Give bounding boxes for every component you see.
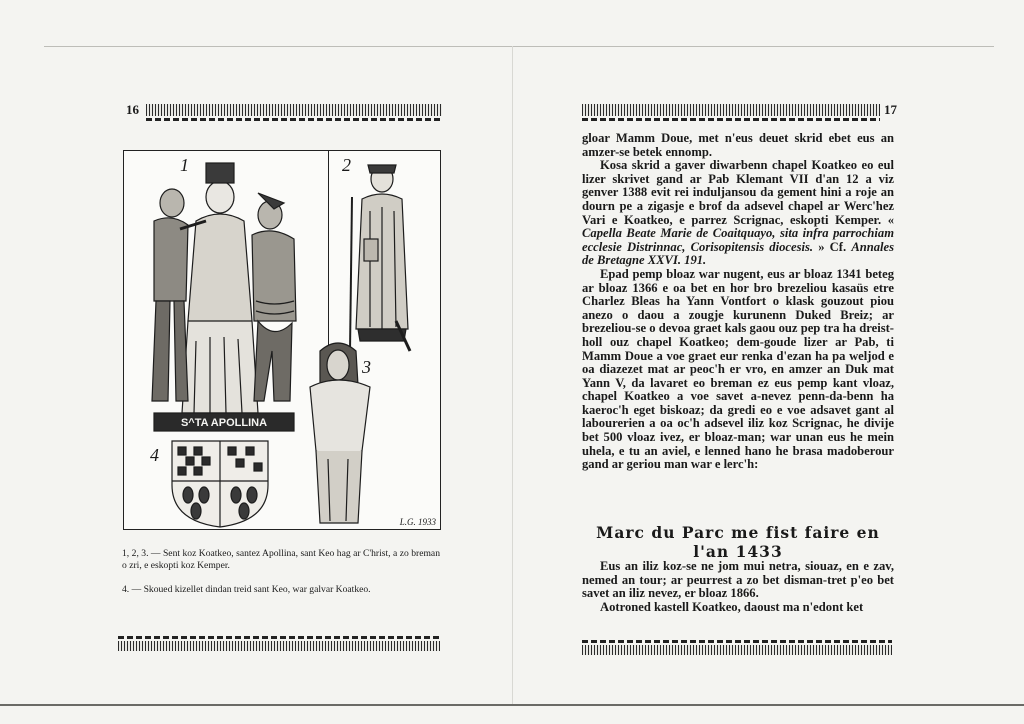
left-footer-dashes: [118, 636, 440, 639]
paragraph-2-latin-quote: Capella Beate Marie de Coaitquayo, sita infra parrochiam ecclesie Distrinnac, Corisopitensis diocesis.: [582, 226, 894, 254]
right-header-dashes: [582, 118, 880, 121]
figure-label-4: 4: [150, 445, 159, 465]
paragraph-2-text-a: Kosa skrid a gaver diwarbenn chapel Koatkeo eo eul lizer skrivet gand ar Pab Klemant VII d'an 12 a viz genver 1388 evit rei induljansou da gement hini a roje an dourn pe a zigasje e brof da adsevel chapel ar Werc'hez Vari e Koatkeo, e parrez Scrignac, eskopti Kemper. «: [582, 158, 894, 227]
paragraph-2: [582, 159, 894, 268]
book-gutter: [512, 46, 513, 706]
right-page-number: 17: [884, 102, 897, 117]
paragraph-2-reference: Annales de Bretagne XXVI. 191.: [582, 239, 895, 268]
engraving-illustration: [124, 151, 440, 529]
left-footer-band: [118, 641, 440, 651]
page-top-edge: [44, 46, 994, 47]
engraving-figure: [123, 150, 441, 530]
caption-figure-4: 4. — Skoued kizellet dindan treid sant Keo, war galvar Koatkeo.: [122, 584, 371, 595]
left-header-band: [146, 104, 442, 116]
right-footer-dashes: [582, 640, 892, 643]
paragraph-3: Epad pemp bloaz war nugent, eus ar bloaz 1341 beteg ar bloaz 1366 e oa bet en hor bro brezeliou kasaüs etre Charlez Bleas ha Yann Vontfort o klask gouzout piou anezo o daou a zougje kurunenn Duked Breiz; ar brezeliou-se o devoa graet kals gaou ouz pep tra ha dreist-holl ouz chapel Koatkeo; dem-goude lizer ar Pab, ti Mamm Doue a voe graet eur renka d'ezan ha pa weljod e oa diazezet mat ar peoc'h er vro, en amzer an Duk mat Yann V, da lavaret eo breman ez eus pemp kant vloaz, chapel Koatkeo a voe savet a-nevez penn-da-benn ha kaeroc'h eget biskoaz; da gredi eo e voe adsavet gant al labourerien a oa oc'h adsevel iliz koz Scrignac, he divije bet 500 vloaz ivez, er bloaz-man; war unan eus he mein uhela, e tu an aviel, e lenned hano he brasa madoberour gand ar geriou man war e lerc'h:: [582, 266, 894, 472]
paragraph-5: Aotroned kastell Koatkeo, daoust ma n'edont ket: [600, 599, 864, 614]
figure-inscription: S^TA APOLLINA: [180, 417, 268, 429]
figure-label-3: 3: [362, 357, 371, 377]
left-header-dashes: [146, 118, 442, 121]
figure-label-1: 1: [180, 155, 189, 175]
scan-bottom-edge: [0, 704, 1024, 706]
paragraph-2-text-b: » Cf.: [818, 239, 847, 254]
figure-label-2: 2: [342, 155, 351, 175]
right-page-body-end: [582, 560, 894, 614]
caption-figures-1-3: 1, 2, 3. — Sent koz Koatkeo, santez Apollina, sant Keo hag ar C'hrist, a zo breman o zri, e eskopti koz Kemper.: [122, 548, 440, 571]
paragraph-1: gloar Mamm Doue, met n'eus deuet skrid ebet eus an amzer-se betek ennomp.: [582, 131, 894, 159]
right-page-body: [582, 132, 894, 472]
left-page-number: 16: [126, 102, 139, 117]
engraving-signature: L.G. 1933: [399, 517, 436, 527]
paragraph-4: Eus an iliz koz-se ne jom mui netra, siouaz, en e zav, nemed an tour; ar peurrest a zo bet disman-tret p'eo bet savet an iliz nevez, er bloaz 1866.: [582, 559, 894, 601]
gothic-inscription-line: Marc du Parc me fist faire en l'an 1433: [596, 523, 880, 561]
right-header-band: [582, 104, 880, 116]
right-footer-band: [582, 645, 892, 655]
